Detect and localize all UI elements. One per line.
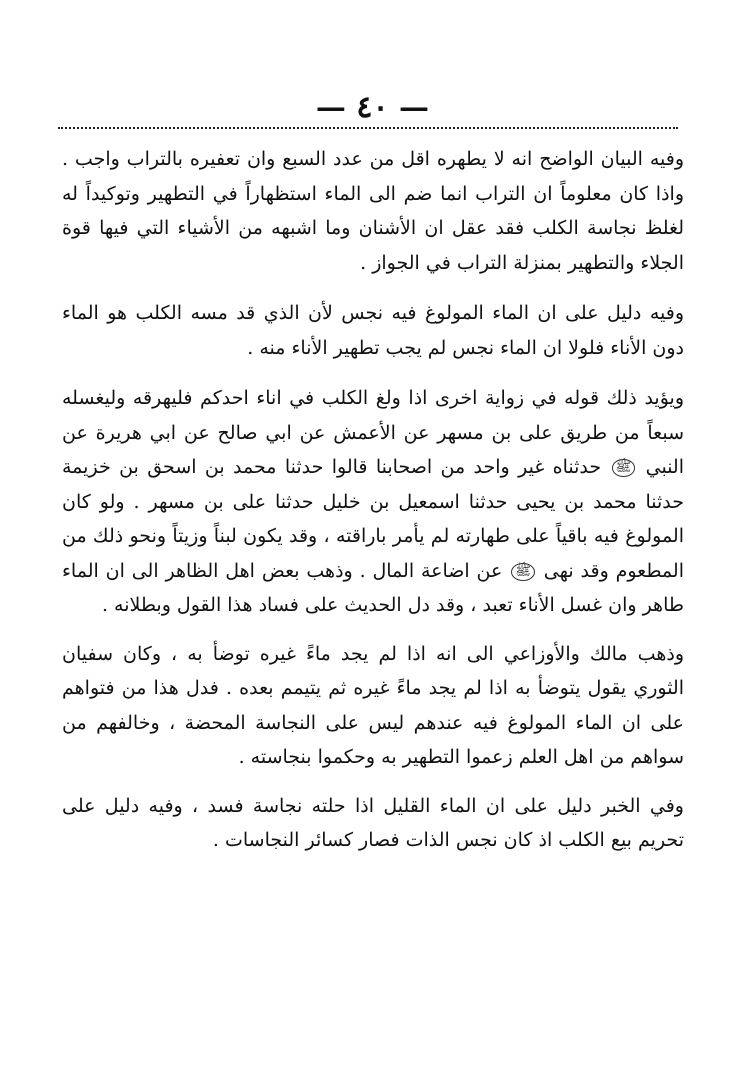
paragraph-5-line-1: وفي الخبر دليل على ان الماء القليل اذا حلته نجاسة فسد ، وفيه دليل على تحريم — [62, 794, 684, 851]
header-divider — [58, 127, 678, 129]
paragraph-4 — [62, 637, 684, 775]
page-number: — ٤٠ — — [315, 90, 430, 125]
paragraph-1-line-1: وفيه البيان الواضح انه لا يطهره اقل من عدد السبع وان تعفيره بالتراب واجب . — [62, 148, 684, 170]
paragraph-1-line-4: الجلاء والتطهير بمنزلة التراب في الجواز . — [360, 251, 684, 274]
paragraph-3 — [62, 381, 684, 623]
paragraph-4-line-2: الثوري يقول يتوضأ به اذا لم يجد ماءً غيره ثم يتيمم بعده . فدل هذا من فتواهم — [62, 677, 684, 699]
paragraph-5 — [62, 789, 684, 858]
salla-symbol-1: ﷺ — [612, 459, 636, 477]
paragraph-1-line-2: واذا كان معلوماً ان التراب انما ضم الى الماء استظهاراً في التطهير وتوكيداً له — [62, 182, 684, 205]
paragraph-3-text-c: عن اضاعة المال . وذهب بعض اهل الظاهر الى ان الماء طاهر وان غسل الأناء تعبد ، وقد دل الحديث على فساد هذا القول وبطلانه . — [62, 559, 684, 616]
paragraph-1 — [62, 142, 684, 280]
paragraph-2-line-2: دون الأناء فلولا ان الماء نجس لم يجب تطهير الأناء منه . — [247, 336, 684, 359]
salla-symbol-2: ﷺ — [511, 563, 535, 581]
paragraph-1-line-3: لغلظ نجاسة الكلب فقد عقل ان الأشنان وما اشبهه من الأشياء التي فيها قوة — [62, 217, 684, 239]
page-body — [62, 142, 684, 874]
paragraph-4-line-1: وذهب مالك والأوزاعي الى انه اذا لم يجد ماءً غيره توضأ به ، وكان سفيان — [62, 642, 684, 665]
paragraph-2-line-1: وفيه دليل على ان الماء المولوغ فيه نجس لأن الذي قد مسه الكلب هو الماء — [62, 302, 684, 324]
paragraph-2 — [62, 296, 684, 365]
paragraph-5-line-2: بيع الكلب اذ كان نجس الذات فصار كسائر النجاسات . — [212, 829, 632, 851]
paragraph-4-line-4: من اهل العلم زعموا التطهير به وحكموا بنجاسته . — [238, 746, 625, 768]
paragraph-3-text-b: حدثناه غير واحد من اصحابنا قالوا حدثنا محمد بن اسحق بن خزيمة حدثنا محمد بن يحيى حدثنا اسمعيل بن خليل حدثنا على بن مسهر . ولو كان المولوغ فيه باقياً على طهارته لم يأمر باراقته ، وقد يكون لبناً وزيتاً ونحو ذلك من المطعوم وقد نهى — [62, 456, 684, 582]
paragraph-3-text-a: ويؤيد ذلك قوله في زواية اخرى اذا ولغ الكلب في اناء احدكم فليهرقه وليغسله سبعاً من طريق على بن مسهر عن الأعمش عن ابي صالح عن ابي هريرة عن النبي — [62, 387, 684, 478]
paragraph-4-line-3: على ان الماء المولوغ فيه عندهم ليس على النجاسة المحضة ، وخالفهم من سواهم — [62, 711, 684, 768]
